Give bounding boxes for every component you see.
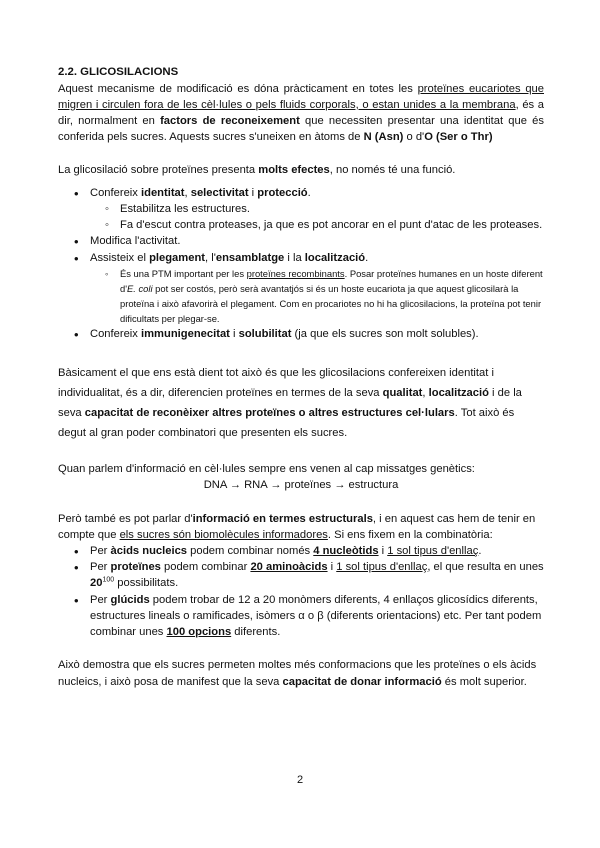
- sub-list: [58, 201, 544, 233]
- genetics-line: Quan parlem d'informació en cèl·lules sempre ens venen al cap missatges genètics:: [58, 463, 475, 476]
- section-title: 2.2. GLICOSILACIONS: [58, 66, 179, 78]
- intro-paragraph: Aquest mecanisme de modificació es dóna pràcticament en totes les proteïnes eucariotes que migren i circulen fora de les cèl·lules o pels fluids corporals, o estan unides a la membrana, és a dir, normalment en factors de reconeixement que necessiten presentar una identitat que és conferida pels sucres. Aquests sucres s'uneixen en àtoms de N (Asn) o d'O (Ser o Thr): [58, 82, 544, 144]
- page-number: 2: [296, 774, 304, 786]
- combinatorics-list: [58, 543, 544, 640]
- structural-info-paragraph: Però també es pot parlar d'informació en termes estructurals, i en aquest cas hem de tenir en compte que els sucres són biomolècules informadores. Si ens fixem en la combinatòria:: [58, 512, 536, 541]
- list-item: • Per àcids nucleics podem combinar només 4 nucleòtids i 1 sol tipus d'enllaç.: [58, 543, 544, 559]
- list-item: • Per glúcids podem trobar de 12 a 20 monòmers diferents, 4 enllaços glicosídics diferents, estructures lineals o ramificades, isòmers α o β (diferents orientacions) etc. Per tant podem combinar unes 100 opcions diferents.: [58, 592, 544, 641]
- sub-list-item: ◦ Estabilitza les estructures.: [58, 201, 544, 217]
- list-item: • Modifica l'activitat.: [58, 233, 544, 249]
- effects-list: [58, 185, 544, 201]
- page-content: [58, 64, 544, 690]
- sub-list-item: ◦ Fa d'escut contra proteases, ja que es pot ancorar en el punt d'atac de les proteases.: [58, 217, 544, 233]
- list-item: • Confereix identitat, selectivitat i protecció.: [58, 185, 544, 201]
- list-item: • Assisteix el plegament, l'ensamblatge i la localització.: [58, 250, 544, 266]
- effects-paragraph: La glicosilació sobre proteïnes presenta molts efectes, no només té una funció.: [58, 164, 456, 177]
- sub-list-item-note: ◦ És una PTM important per les proteïnes recombinants. Posar proteïnes humanes en un hoste diferent d'E. coli pot ser costós, però serà avantatjós si és un hoste eucariota ja que aquest glicosilarà la proteïna i això afavorirà el plegament. Com en procariotes no hi ha glicosilacions, la proteïna pot tenir dificultats per plegar-se.: [58, 266, 544, 326]
- summary-paragraph: Bàsicament el que ens està dient tot això és que les glicosilacions confereixen identitat i individualitat, és a dir, diferencien proteïnes en termes de la seva qualitat, localització i de la seva capacitat de reconèixer altres proteïnes o altres estructures cel·lulars. Tot això és degut al gran poder combinatori que presenten els sucres.: [58, 367, 522, 440]
- list-item: • Per proteïnes podem combinar 20 aminoàcids i 1 sol tipus d'enllaç, el que resulta en unes $20^{100}$ possibilitats.: [58, 559, 544, 591]
- conclusion-paragraph: Això demostra que els sucres permeten moltes més conformacions que les proteïnes o els àcids nucleics, i això posa de manifest que la seva capacitat de donar informació és molt superior.: [58, 659, 537, 688]
- list-item: • Confereix immunigenecitat i solubilitat (ja que els sucres son molt solubles).: [58, 326, 544, 342]
- genetic-flow: DNA → RNA → proteïnes → estructura: [203, 479, 399, 492]
